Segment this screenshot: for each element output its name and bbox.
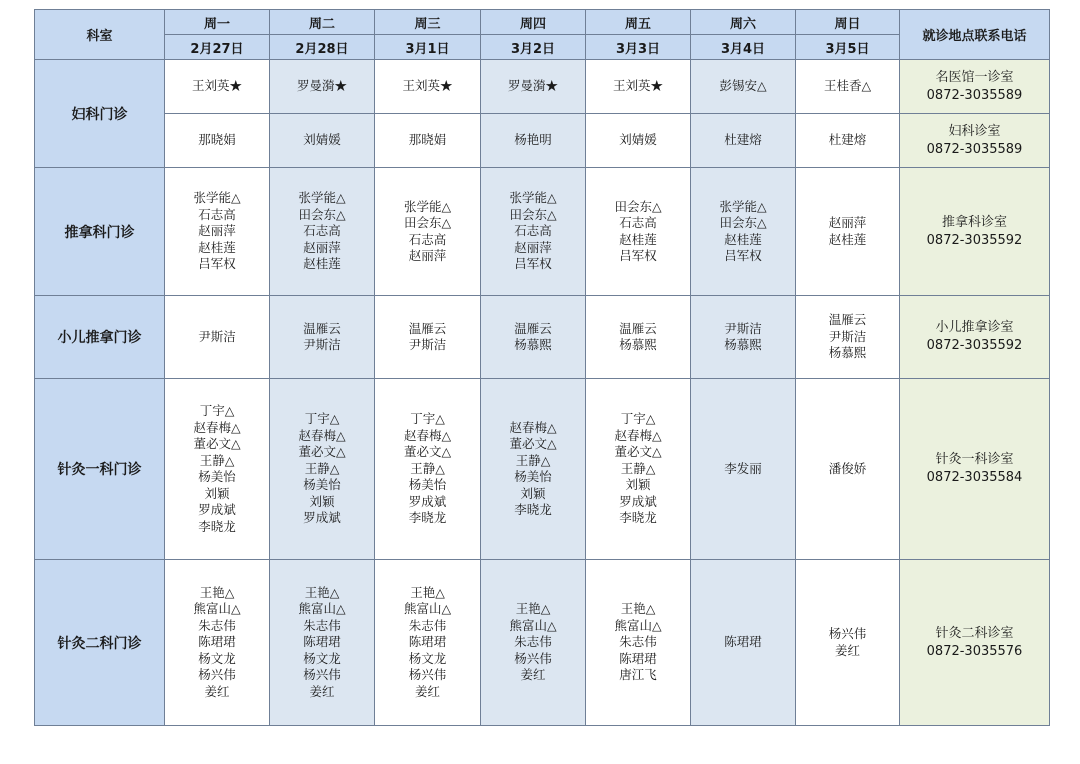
doctor-cell	[586, 168, 691, 296]
doctor-name: 朱志伟	[514, 634, 552, 650]
doctor-name: 杨美怡	[198, 469, 236, 484]
doctor-name: 赵桂莲	[828, 231, 867, 247]
doctor-cell	[586, 560, 691, 726]
doctor-name: 王静△	[515, 452, 551, 468]
doctor-name: 杨慕熙	[724, 337, 762, 352]
doctor-name: 陈珺珺	[198, 634, 236, 650]
doctor-name: 刘颖	[625, 477, 651, 493]
doctor-name: 田会东△	[614, 198, 662, 214]
table-row	[35, 296, 1050, 379]
schedule-sheet	[34, 9, 1050, 726]
date-header: 3月4日	[691, 35, 796, 60]
doctor-name: 张学能△	[403, 198, 452, 214]
doctor-cell	[375, 379, 481, 560]
date-header-row	[35, 35, 1050, 60]
doctor-cell	[375, 114, 481, 168]
doctor-cell	[796, 560, 900, 726]
clinic-room: 针灸一科诊室	[935, 452, 1014, 467]
doctor-cell	[481, 114, 586, 168]
clinic-room: 小儿推拿诊室	[935, 320, 1014, 335]
table-row	[35, 560, 1050, 726]
doctor-name: 朱志伟	[303, 617, 341, 633]
doctor-cell	[165, 168, 270, 296]
doctor-name: 姜红	[834, 642, 860, 658]
doctor-name: 杨艳明	[514, 132, 552, 148]
doctor-name: 罗曼漪★	[296, 78, 347, 94]
doctor-name: 姜红	[204, 683, 230, 699]
doctor-name: 尹斯洁	[303, 337, 341, 352]
table-row	[35, 379, 1050, 560]
doctor-name: 王艳△	[515, 601, 551, 617]
doctor-name: 张学能△	[719, 198, 767, 214]
doctor-name: 陈珺珺	[303, 634, 341, 650]
weekday-header: 周四	[481, 10, 586, 35]
doctor-name: 尹斯洁	[198, 328, 236, 344]
doctor-cell	[270, 114, 375, 168]
schedule-body	[35, 60, 1050, 726]
clinic-phone: 0872-3035584	[926, 470, 1023, 485]
doctor-cell	[586, 296, 691, 379]
doctor-cell	[481, 296, 586, 379]
doctor-name: 尹斯洁	[408, 337, 447, 352]
clinic-phone: 0872-3035589	[926, 87, 1023, 103]
doctor-name: 尹斯洁	[828, 328, 867, 344]
doctor-cell	[691, 114, 796, 168]
doctor-name: 温雁云	[408, 320, 447, 336]
weekday-header: 周五	[586, 10, 691, 35]
doctor-cell	[270, 296, 375, 379]
clinic-phone: 0872-3035589	[926, 141, 1023, 157]
doctor-name: 陈珺珺	[724, 634, 762, 650]
clinic-schedule-table	[34, 9, 1050, 726]
date-header: 2月27日	[165, 35, 270, 60]
doctor-name: 彭锡安△	[719, 78, 767, 94]
doctor-cell	[691, 60, 796, 114]
doctor-name: 丁宇△	[199, 403, 235, 418]
clinic-phone: 0872-3035592	[926, 338, 1023, 353]
doctor-cell	[691, 379, 796, 560]
doctor-cell	[586, 379, 691, 560]
doctor-name: 杨美怡	[408, 477, 447, 493]
doctor-name: 刘婧媛	[303, 132, 341, 148]
table-row	[35, 168, 1050, 296]
doctor-cell	[481, 379, 586, 560]
doctor-name: 王刘英★	[191, 78, 242, 94]
doctor-name: 赵桂莲	[619, 231, 657, 247]
doctor-cell	[796, 379, 900, 560]
doctor-name: 姜红	[520, 667, 546, 683]
weekday-header-row	[35, 10, 1050, 35]
doctor-name: 赵丽萍	[198, 223, 236, 239]
doctor-name: 那晓娟	[198, 132, 236, 148]
doctor-name: 吕军权	[619, 248, 657, 263]
doctor-cell	[375, 296, 481, 379]
doctor-name: 杨慕熙	[514, 337, 552, 352]
doctor-name: 王刘英★	[612, 78, 663, 94]
doctor-name: 罗曼漪★	[507, 78, 558, 94]
doctor-name: 温雁云	[514, 320, 552, 336]
doctor-cell	[270, 379, 375, 560]
doctor-name: 赵春梅△	[509, 419, 557, 435]
doctor-name: 赵桂莲	[724, 231, 762, 247]
doctor-name: 石志高	[408, 231, 447, 247]
department-name: 推拿科门诊	[35, 168, 165, 296]
weekday-header: 周六	[691, 10, 796, 35]
doctor-cell	[481, 560, 586, 726]
table-row	[35, 60, 1050, 114]
doctor-name: 姜红	[309, 683, 335, 699]
doctor-name: 李晓龙	[619, 510, 657, 526]
doctor-name: 董必文△	[193, 436, 241, 451]
doctor-name: 温雁云	[619, 320, 657, 336]
doctor-name: 丁宇△	[620, 411, 656, 427]
doctor-cell	[481, 168, 586, 296]
doctor-name: 赵春梅△	[614, 427, 662, 443]
doctor-cell	[165, 114, 270, 168]
doctor-name: 王静△	[199, 452, 235, 468]
doctor-cell	[796, 114, 900, 168]
doctor-name: 王艳△	[199, 584, 235, 600]
doctor-name: 董必文△	[614, 444, 662, 460]
doctor-cell	[165, 296, 270, 379]
doctor-cell	[586, 60, 691, 114]
doctor-name: 熊富山△	[193, 601, 241, 617]
doctor-name: 刘颖	[309, 493, 335, 509]
doctor-name: 石志高	[514, 223, 552, 239]
clinic-phone: 0872-3035576	[926, 643, 1023, 659]
clinic-phone: 0872-3035592	[926, 232, 1023, 248]
doctor-name: 王静△	[410, 460, 445, 476]
doctor-cell	[375, 560, 481, 726]
doctor-name: 潘俊娇	[828, 460, 867, 476]
doctor-name: 王艳△	[304, 584, 340, 600]
contact-column-header: 就诊地点联系电话	[900, 10, 1050, 60]
doctor-name: 朱志伟	[408, 617, 447, 633]
doctor-name: 张学能△	[193, 190, 241, 206]
doctor-cell	[270, 60, 375, 114]
doctor-name: 赵春梅△	[403, 427, 452, 443]
doctor-name: 赵春梅△	[298, 427, 346, 443]
date-header: 3月3日	[586, 35, 691, 60]
doctor-name: 张学能△	[509, 190, 557, 206]
doctor-name: 杨兴伟	[514, 650, 552, 666]
weekday-header: 周三	[375, 10, 481, 35]
date-header: 3月5日	[796, 35, 900, 60]
doctor-name: 王刘英★	[402, 78, 453, 94]
doctor-cell	[691, 296, 796, 379]
clinic-location-cell	[900, 560, 1050, 726]
doctor-name: 陈珺珺	[619, 650, 657, 666]
doctor-name: 王静△	[620, 460, 656, 476]
doctor-name: 赵丽萍	[408, 248, 447, 263]
clinic-room: 推拿科诊室	[941, 214, 1007, 230]
clinic-room: 针灸二科诊室	[935, 625, 1014, 641]
doctor-cell	[691, 560, 796, 726]
weekday-header: 周二	[270, 10, 375, 35]
clinic-location-cell	[900, 168, 1050, 296]
doctor-name: 田会东△	[509, 206, 557, 222]
doctor-name: 杨文龙	[408, 650, 447, 666]
doctor-name: 董必文△	[298, 444, 346, 460]
doctor-cell	[796, 60, 900, 114]
table-row	[35, 114, 1050, 168]
doctor-name: 田会东△	[719, 215, 767, 230]
doctor-cell	[165, 60, 270, 114]
doctor-name: 杨兴伟	[408, 667, 447, 683]
doctor-name: 石志高	[619, 215, 657, 230]
doctor-name: 杜建熔	[828, 132, 867, 148]
doctor-name: 姜红	[414, 683, 440, 699]
doctor-name: 杨兴伟	[828, 626, 867, 641]
weekday-header: 周一	[165, 10, 270, 35]
doctor-name: 李晓龙	[408, 510, 447, 526]
doctor-cell	[165, 560, 270, 726]
doctor-name: 罗成斌	[619, 493, 657, 509]
doctor-name: 王艳△	[410, 584, 445, 600]
clinic-location-cell	[900, 379, 1050, 560]
doctor-name: 罗成斌	[408, 493, 447, 509]
doctor-name: 杨文龙	[198, 650, 236, 666]
department-name: 妇科门诊	[35, 60, 165, 168]
dept-column-header: 科室	[35, 10, 165, 60]
doctor-name: 王桂香△	[823, 78, 872, 94]
department-name: 针灸一科门诊	[35, 379, 165, 560]
doctor-name: 张学能△	[298, 190, 346, 206]
date-header: 3月2日	[481, 35, 586, 60]
doctor-name: 丁宇△	[410, 411, 445, 427]
doctor-name: 石志高	[198, 206, 236, 222]
doctor-name: 赵桂莲	[198, 239, 236, 255]
doctor-cell	[796, 168, 900, 296]
doctor-name: 赵桂莲	[303, 256, 341, 272]
date-header: 2月28日	[270, 35, 375, 60]
doctor-name: 赵丽萍	[514, 239, 552, 255]
doctor-name: 吕军权	[198, 256, 236, 272]
doctor-name: 赵丽萍	[303, 239, 341, 255]
doctor-name: 那晓娟	[408, 132, 447, 148]
doctor-name: 杨文龙	[303, 650, 341, 666]
doctor-name: 董必文△	[509, 436, 557, 451]
date-header: 3月1日	[375, 35, 481, 60]
doctor-name: 田会东△	[403, 215, 452, 230]
doctor-name: 杨美怡	[514, 469, 552, 484]
doctor-name: 罗成斌	[198, 502, 236, 517]
clinic-location-cell	[900, 296, 1050, 379]
doctor-name: 杨慕熙	[828, 345, 867, 361]
doctor-name: 熊富山△	[509, 617, 557, 633]
department-name: 针灸二科门诊	[35, 560, 165, 726]
doctor-name: 李发丽	[724, 460, 762, 476]
doctor-name: 董必文△	[403, 444, 452, 460]
doctor-cell	[270, 560, 375, 726]
doctor-name: 陈珺珺	[408, 634, 447, 650]
doctor-cell	[165, 379, 270, 560]
doctor-name: 唐江飞	[619, 667, 657, 683]
doctor-name: 朱志伟	[619, 634, 657, 650]
doctor-cell	[796, 296, 900, 379]
doctor-cell	[481, 60, 586, 114]
doctor-name: 李晓龙	[198, 518, 236, 534]
doctor-name: 刘婧媛	[619, 132, 657, 148]
doctor-name: 熊富山△	[298, 601, 346, 617]
doctor-cell	[375, 60, 481, 114]
weekday-header: 周日	[796, 10, 900, 35]
doctor-name: 熊富山△	[614, 617, 662, 633]
doctor-cell	[270, 168, 375, 296]
doctor-cell	[586, 114, 691, 168]
clinic-location-cell	[900, 60, 1050, 114]
doctor-name: 温雁云	[828, 312, 867, 328]
clinic-room: 妇科诊室	[948, 123, 1001, 139]
doctor-name: 杨美怡	[303, 477, 341, 493]
clinic-room: 名医馆一诊室	[935, 69, 1014, 85]
doctor-name: 杨慕熙	[619, 337, 657, 352]
doctor-name: 田会东△	[298, 206, 346, 222]
doctor-name: 杜建熔	[724, 132, 762, 148]
doctor-name: 赵春梅△	[193, 419, 241, 435]
doctor-name: 熊富山△	[403, 601, 452, 617]
clinic-location-cell	[900, 114, 1050, 168]
doctor-name: 罗成斌	[303, 510, 341, 526]
doctor-name: 杨兴伟	[198, 667, 236, 683]
doctor-name: 赵丽萍	[828, 215, 867, 230]
doctor-name: 李晓龙	[514, 502, 552, 517]
doctor-name: 刘颖	[520, 485, 546, 501]
doctor-name: 王静△	[304, 460, 340, 476]
doctor-cell	[375, 168, 481, 296]
doctor-name: 石志高	[303, 223, 341, 239]
department-name: 小儿推拿门诊	[35, 296, 165, 379]
doctor-name: 王艳△	[620, 601, 656, 617]
doctor-name: 温雁云	[303, 320, 341, 336]
doctor-name: 杨兴伟	[303, 667, 341, 683]
doctor-name: 朱志伟	[198, 617, 236, 633]
doctor-name: 吕军权	[514, 256, 552, 272]
doctor-name: 刘颖	[204, 485, 230, 501]
doctor-name: 尹斯洁	[724, 320, 762, 336]
doctor-cell	[691, 168, 796, 296]
doctor-name: 吕军权	[724, 248, 762, 263]
doctor-name: 丁宇△	[304, 411, 340, 427]
